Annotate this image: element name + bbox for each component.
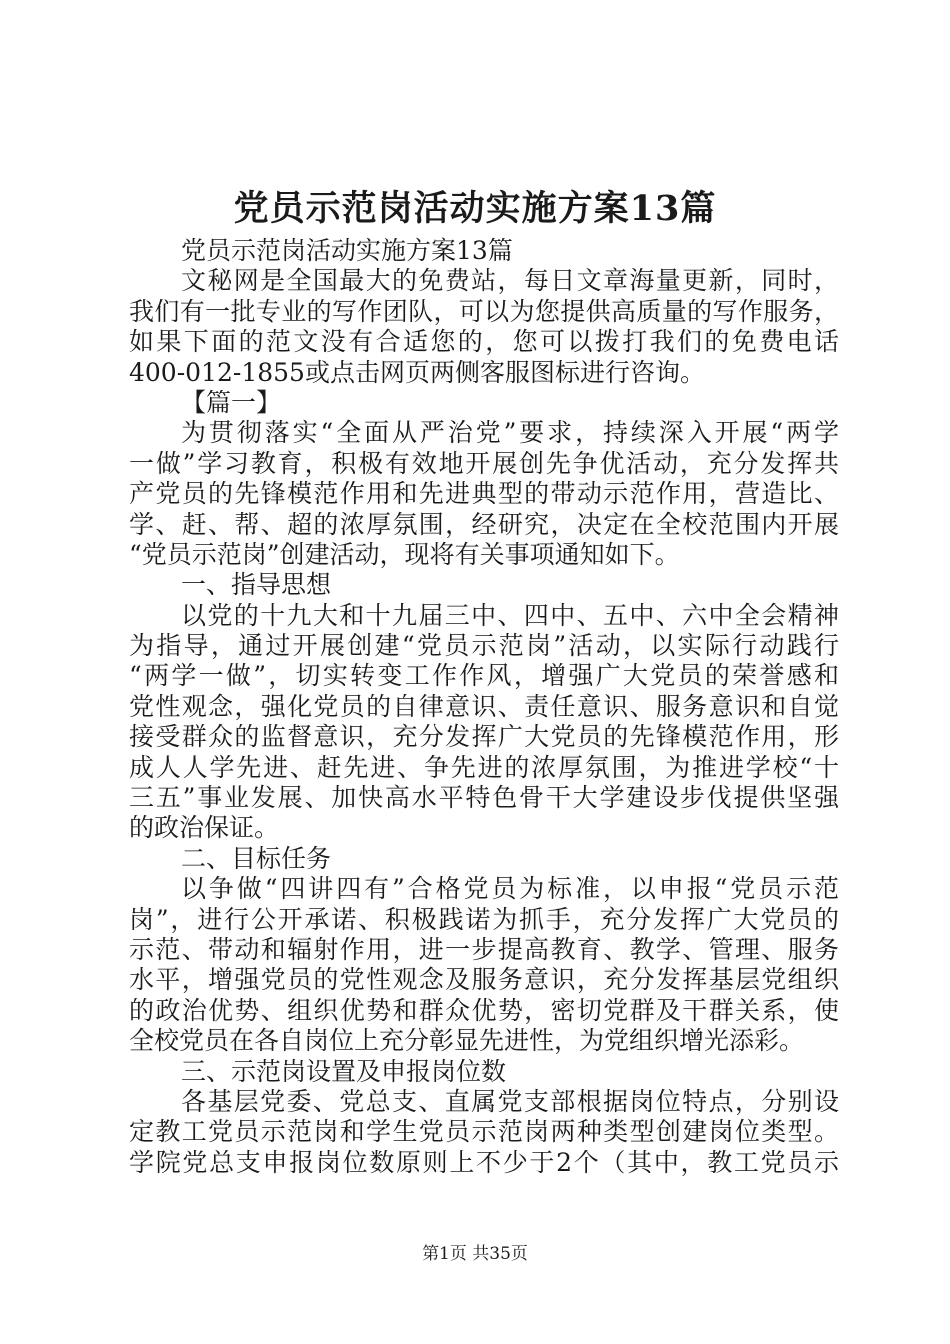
paragraph-line: 的政治保证。 <box>129 813 280 843</box>
paragraph-line: 学院党总支申报岗位数原则上不少于2个（其中，教工党员示 <box>129 1147 839 1177</box>
paragraph-line: 一做”学习教育，积极有效地开展创先争优活动，充分发挥共 <box>129 448 839 478</box>
paragraph-line: 全校党员在各自岗位上充分彰显先进性，为党组织增光添彩。 <box>129 1026 805 1056</box>
paragraph-line: 学、赶、帮、超的浓厚氛围，经研究，决定在全校范围内开展 <box>129 509 839 539</box>
paragraph-line: 产党员的先锋模范作用和先进典型的带动示范作用，营造比、 <box>129 479 839 509</box>
paragraph-line: 以党的十九大和十九届三中、四中、五中、六中全会精神 <box>181 600 839 630</box>
paragraph-line: 为指导，通过开展创建“党员示范岗”活动，以实际行动践行 <box>129 631 839 661</box>
paragraph-line: 文秘网是全国最大的免费站，每日文章海量更新，同时， <box>181 266 839 296</box>
section-heading: 一、指导思想 <box>181 570 332 600</box>
paragraph-line: 党性观念，强化党员的自律意识、责任意识、服务意识和自觉 <box>129 691 839 721</box>
paragraph-line: 400-012-1855或点击网页两侧客服图标进行咨询。 <box>129 357 705 387</box>
document-title: 党员示范岗活动实施方案13篇 <box>233 188 717 229</box>
paragraph-line: 各基层党委、党总支、直属党支部根据岗位特点，分别设 <box>181 1086 839 1116</box>
paragraph-line: 三五”事业发展、加快高水平特色骨干大学建设步伐提供坚强 <box>129 783 839 813</box>
page-number-footer: 第1页 共35页 <box>422 1244 528 1264</box>
paragraph-line: 示范、带动和辐射作用，进一步提高教育、教学、管理、服务 <box>129 934 839 964</box>
paragraph-line: 为贯彻落实“全面从严治党”要求，持续深入开展“两学 <box>181 418 839 448</box>
paragraph-line: 以争做“四讲四有”合格党员为标准，以申报“党员示范 <box>181 874 839 904</box>
paragraph-line: 接受群众的监督意识，充分发挥广大党员的先锋模范作用，形 <box>129 722 839 752</box>
paragraph-line: 定教工党员示范岗和学生党员示范岗两种类型创建岗位类型。 <box>129 1117 839 1147</box>
paragraph-line: “党员示范岗”创建活动，现将有关事项通知如下。 <box>129 539 680 569</box>
section-heading: 【篇一】 <box>181 387 282 417</box>
paragraph-line: 我们有一批专业的写作团队，可以为您提供高质量的写作服务， <box>129 296 839 326</box>
document-body <box>129 236 839 1178</box>
paragraph-line: 岗”，进行公开承诺、积极践诺为抓手，充分发挥广大党员的 <box>129 904 839 934</box>
section-heading: 二、目标任务 <box>181 843 332 873</box>
paragraph-line: 的政治优势、组织优势和群众优势，密切党群及干群关系，使 <box>129 995 839 1025</box>
paragraph-line: “两学一做”，切实转变工作作风，增强广大党员的荣誉感和 <box>129 661 839 691</box>
paragraph-line: 成人人学先进、赶先进、争先进的浓厚氛围，为推进学校“十 <box>129 752 839 782</box>
subtitle-line: 党员示范岗活动实施方案13篇 <box>181 236 513 265</box>
paragraph-line: 如果下面的范文没有合适您的，您可以拨打我们的免费电话 <box>129 327 839 357</box>
section-heading: 三、示范岗设置及申报岗位数 <box>181 1056 507 1086</box>
paragraph-line: 水平，增强党员的党性观念及服务意识，充分发挥基层党组织 <box>129 965 839 995</box>
